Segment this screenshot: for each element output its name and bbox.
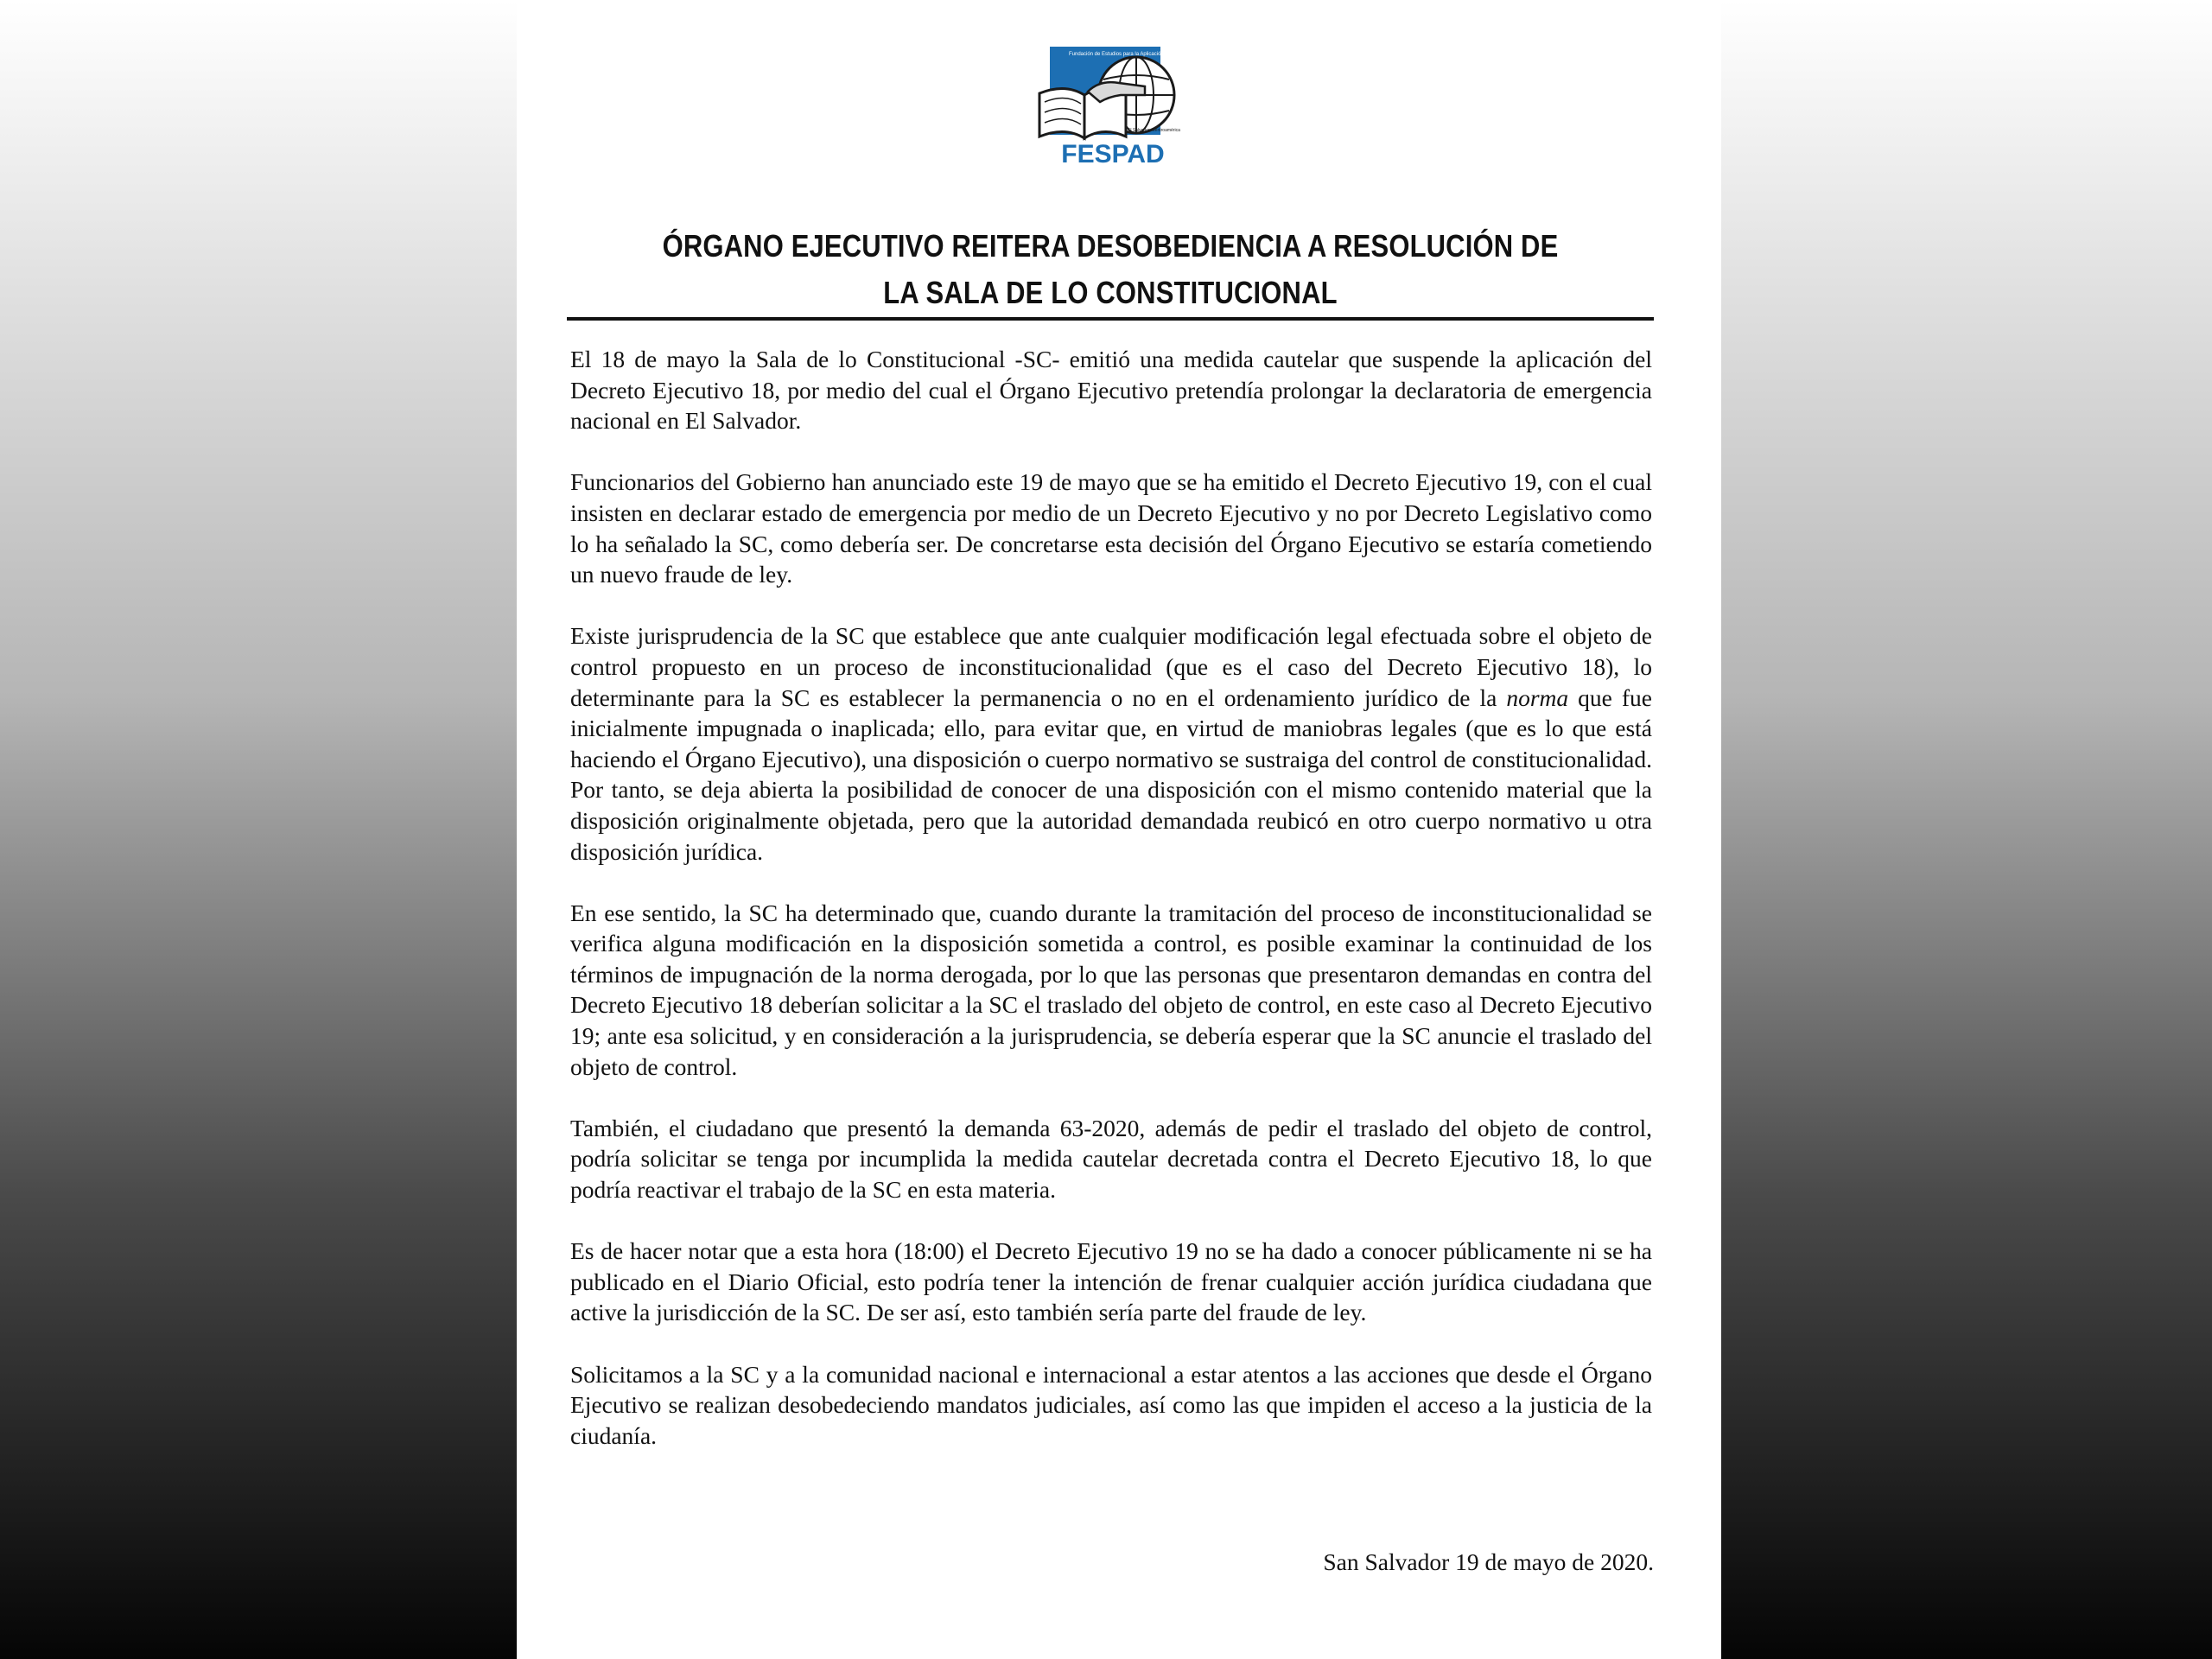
book-hand-globe-icon	[1031, 41, 1195, 171]
paragraph-3-part-1: Existe jurisprudencia de la SC que establece que ante cualquier modificación legal efectuada sobre el objeto de control propuesto en un proceso de inconstitucionalidad (que es el caso del Decreto Ejecutivo 18), lo determinante para la SC es establecer la permanencia o no en el ordenamiento jurídico de la	[570, 622, 1652, 711]
logo-acronym: FESPAD	[1061, 140, 1165, 168]
place-date-signature: San Salvador 19 de mayo de 2020.	[1323, 1548, 1654, 1575]
paragraph-3-part-2: que fue inicialmente impugnada o inaplicada; ello, para evitar que, en virtud de maniobras legales (que es lo que está haciendo el Órgano Ejecutivo), una disposición o cuerpo normativo se sustraiga del control de constitucionalidad. Por tanto, se deja abierta la posibilidad de conocer de una disposición con el mismo contenido material que la disposición originalmente objetada, pero que la autoridad demandada reubicó en otro cuerpo normativo u otra disposición jurídica.	[570, 683, 1652, 865]
paragraph-3	[570, 620, 1652, 867]
fespad-logo	[1031, 41, 1195, 171]
document-title: ÓRGANO EJECUTIVO REITERA DESOBEDIENCIA A RESOLUCIÓN DE LA SALA DE LO CONSTITUCIONAL	[662, 228, 1559, 310]
svg-text:Fundación de Estudios para la: Fundación de Estudios para la Aplicación del Derecho	[1069, 52, 1193, 57]
svg-text:El Salvador, Centroamérica: El Salvador, Centroamérica	[1128, 128, 1180, 133]
document-body	[570, 344, 1652, 1482]
paragraph-4: En ese sentido, la SC ha determinado que, cuando durante la tramitación del proceso de inconstitucionalidad se verifica alguna modificación en la disposición sometida a control, es posible examinar la continuidad de los términos de impugnación de la norma derogada, por lo que las personas que presentaron demandas en contra del Decreto Ejecutivo 18 deberían solicitar a la SC el traslado del objeto de control, en este caso al Decreto Ejecutivo 19; ante esa solicitud, y en consideración a la jurisprudencia, se debería esperar que la SC anuncie el traslado del objeto de control.	[570, 899, 1652, 1080]
document-page	[517, 0, 1721, 1659]
paragraph-2: Funcionarios del Gobierno han anunciado este 19 de mayo que se ha emitido el Decreto Ejecutivo 19, con el cual insisten en declarar estado de emergencia por medio de un Decreto Ejecutivo y no por Decreto Legislativo como lo ha señalado la SC, como debería ser. De concretarse esta decisión del Órgano Ejecutivo se estaría cometiendo un nuevo fraude de ley.	[570, 468, 1652, 588]
emphasis-norma: norma	[1506, 683, 1569, 711]
paragraph-5: También, el ciudadano que presentó la demanda 63-2020, además de pedir el traslado del objeto de control, podría solicitar se tenga por incumplida la medida cautelar decretada contra el Decreto Ejecutivo 18, lo que podría reactivar el trabajo de la SC en esta materia.	[570, 1114, 1652, 1204]
paragraph-7: Solicitamos a la SC y a la comunidad nacional e internacional a estar atentos a las acciones que desde el Órgano Ejecutivo se realizan desobedeciendo mandatos judiciales, así como las que impiden el acceso a la justicia de la ciudanía.	[570, 1360, 1652, 1449]
paragraph-1: El 18 de mayo la Sala de lo Constitucional -SC- emitió una medida cautelar que suspende la aplicación del Decreto Ejecutivo 18, por medio del cual el Órgano Ejecutivo pretendía prolongar la declaratoria de emergencia nacional en El Salvador.	[570, 346, 1652, 435]
paragraph-6: Es de hacer notar que a esta hora (18:00) el Decreto Ejecutivo 19 no se ha dado a conocer públicamente ni se ha publicado en el Diario Oficial, esto podría tener la intención de frenar cualquier acción jurídica ciudadana que active la jurisdicción de la SC. De ser así, esto también sería parte del fraude de ley.	[570, 1237, 1652, 1326]
title-rule	[567, 317, 1654, 321]
